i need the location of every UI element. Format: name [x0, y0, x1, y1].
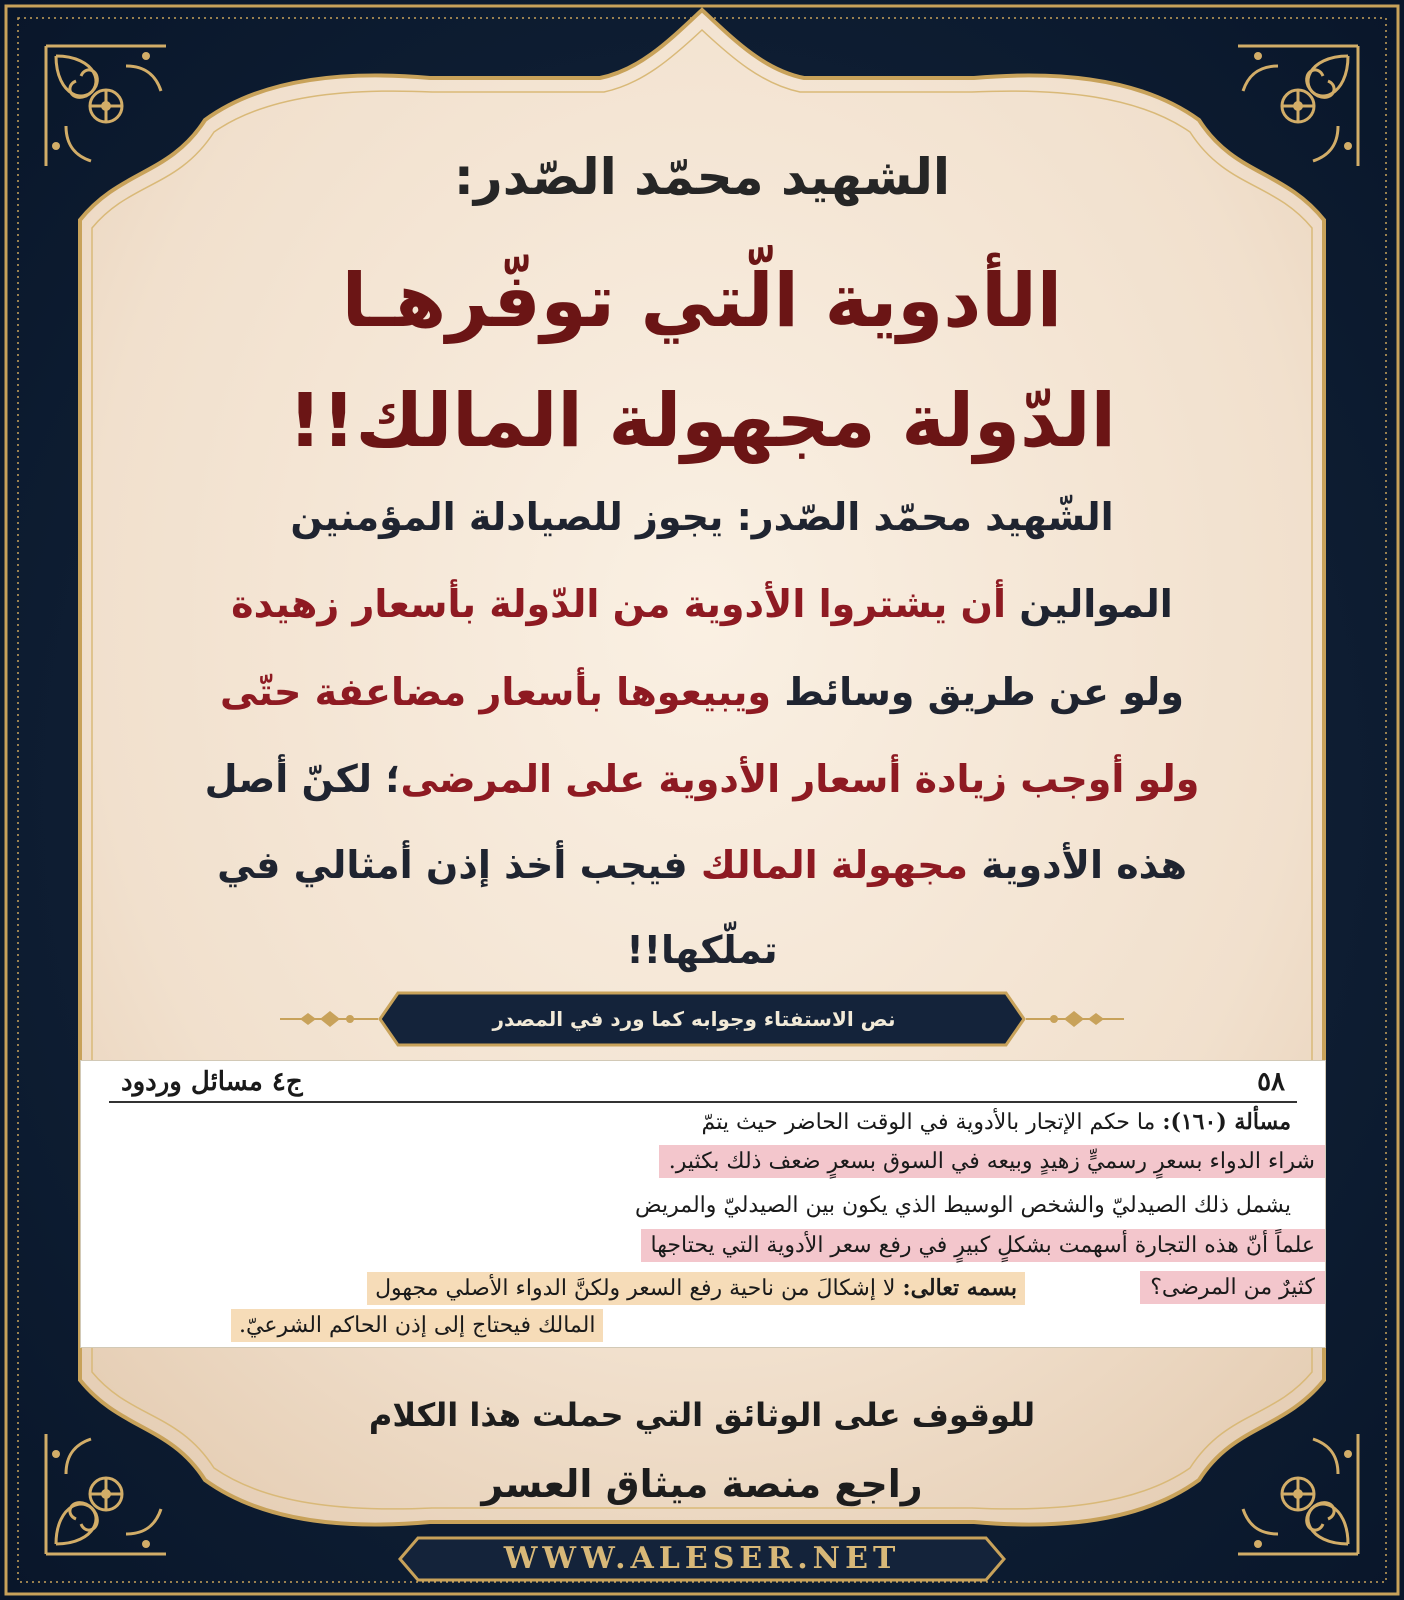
heading-title-line-2: الدّولة مجهولة المالك!! [288, 378, 1116, 464]
question-line-2: شراء الدواء بسعرٍ رسميٍّ زهيدٍ وبيعه في السوق بسعرٍ ضعف ذلك بكثير. [659, 1149, 1325, 1174]
body-text: ؛ لكنّ أصل [204, 757, 401, 801]
body-highlight: ولو أوجب زيادة أسعار الأدوية على المرضى [400, 757, 1200, 801]
footer-line-1: للوقوف على الوثائق التي حملت هذا الكلام [368, 1396, 1036, 1434]
body-line-5 [0, 843, 1404, 887]
question-line-5: كثيرٌ من المرضى؟ [1140, 1275, 1325, 1300]
body-text: ولو عن طريق وسائط [770, 670, 1184, 714]
body-line-2 [0, 582, 1404, 626]
body-line-3 [0, 670, 1404, 714]
body-highlight: أن يشتروا الأدوية من الدّولة بأسعار زهيدة [231, 582, 1006, 626]
document-scan [80, 1060, 1326, 1348]
document-header-rule [109, 1101, 1297, 1103]
body-line-4 [0, 757, 1404, 801]
question-line-4: علماً أنّ هذه التجارة أسهمت بشكلٍ كبيرٍ في رفع سعر الأدوية التي يحتاجها [641, 1233, 1325, 1258]
body-text: هذه الأدوية [967, 843, 1187, 887]
document-book-title: ج٤ مسائل وردود [121, 1067, 303, 1097]
body-highlight: ويبيعوها بأسعار مضاعفة حتّى [220, 670, 771, 714]
source-label: نص الاستفتاء وجوابه كما ورد في المصدر [492, 1007, 896, 1031]
question-line-1: مسألة (١٦٠): ما حكم الإتجار بالأدوية في الوقت الحاضر حيث يتمّ [701, 1109, 1291, 1135]
body-text: الموالين [1006, 582, 1173, 626]
answer-line-2: المالك فيحتاج إلى إذن الحاكم الشرعيّ. [231, 1313, 603, 1338]
heading-author: الشهيد محمّد الصّدر: [453, 148, 951, 206]
website-url[interactable]: WWW.ALESER.NET [503, 1541, 901, 1576]
body-line-6: تملّكها!! [626, 928, 778, 972]
footer-line-2: راجع منصة ميثاق العسر [481, 1462, 923, 1506]
heading-title-line-1: الأدوية الّتي توفّرهـا [341, 258, 1063, 344]
question-label: مسألة (١٦٠): [1162, 1109, 1291, 1135]
question-line-3: يشمل ذلك الصيدليّ والشخص الوسيط الذي يكون بين الصيدليّ والمريض [635, 1193, 1291, 1218]
body-line-1: الشّهيد محمّد الصّدر: يجوز للصيادلة المؤمنين [290, 495, 1114, 539]
body-text: فيجب أخذ إذن أمثالي في [217, 843, 701, 887]
answer-line-1: بسمه تعالى: لا إشكالَ من ناحية رفع السعر ولكنَّ الدواء الأصلي مجهول [367, 1275, 1025, 1301]
body-highlight: مجهولة المالك [700, 843, 968, 887]
document-page-number: ٥٨ [1257, 1067, 1285, 1097]
answer-label: بسمه تعالى: [902, 1275, 1017, 1301]
